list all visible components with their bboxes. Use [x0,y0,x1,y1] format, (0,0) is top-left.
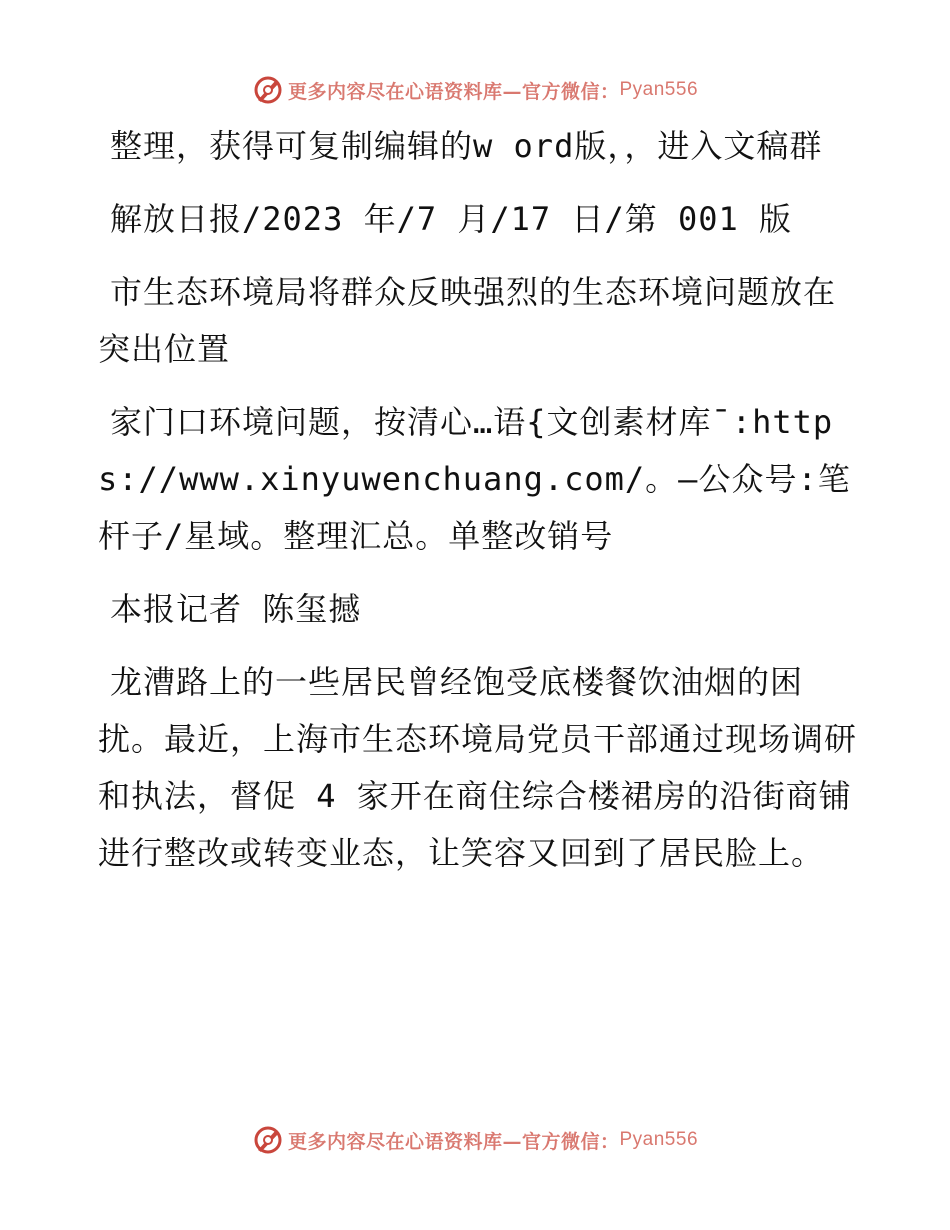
paragraph-intro: 整理，获得可复制编辑的w ord版，，进入文稿群 [110,127,823,165]
watermark-text: 更多内容尽在心语资料库—官方微信： [287,80,620,103]
watermark-wechat-id: Pyan556 [619,1129,699,1150]
quill-pen-seal-icon [252,1124,284,1156]
paragraph-byline: 本报记者 陈玺撼 [110,590,362,628]
paragraph-dateline: 解放日报/2023 年/7 月/17 日/第 001 版 [110,200,793,238]
document-body [98,118,858,898]
quill-pen-seal-icon [252,74,284,106]
watermark-wechat-id: Pyan556 [619,79,699,100]
paragraph-headline: 市生态环境局将群众反映强烈的生态环境问题放在突出位置 [98,273,837,368]
footer-watermark [0,1120,950,1160]
watermark-text: 更多内容尽在心语资料库—官方微信： [287,1130,620,1153]
header-watermark [0,70,950,110]
paragraph-subheadline: 家门口环境问题，按清心…语{文创素材库¯:https://www.xinyuwenchuang.com/。—公众号:笔杆子/星域。整理汇总。单整改销号 [98,403,851,555]
paragraph-body: 龙漕路上的一些居民曾经饱受底楼餐饮油烟的困扰。最近，上海市生态环境局党员干部通过现场调研和执法，督促 4 家开在商住综合楼裙房的沿街商铺进行整改或转变业态，让笑容又回到了居民脸上。 [98,663,858,872]
